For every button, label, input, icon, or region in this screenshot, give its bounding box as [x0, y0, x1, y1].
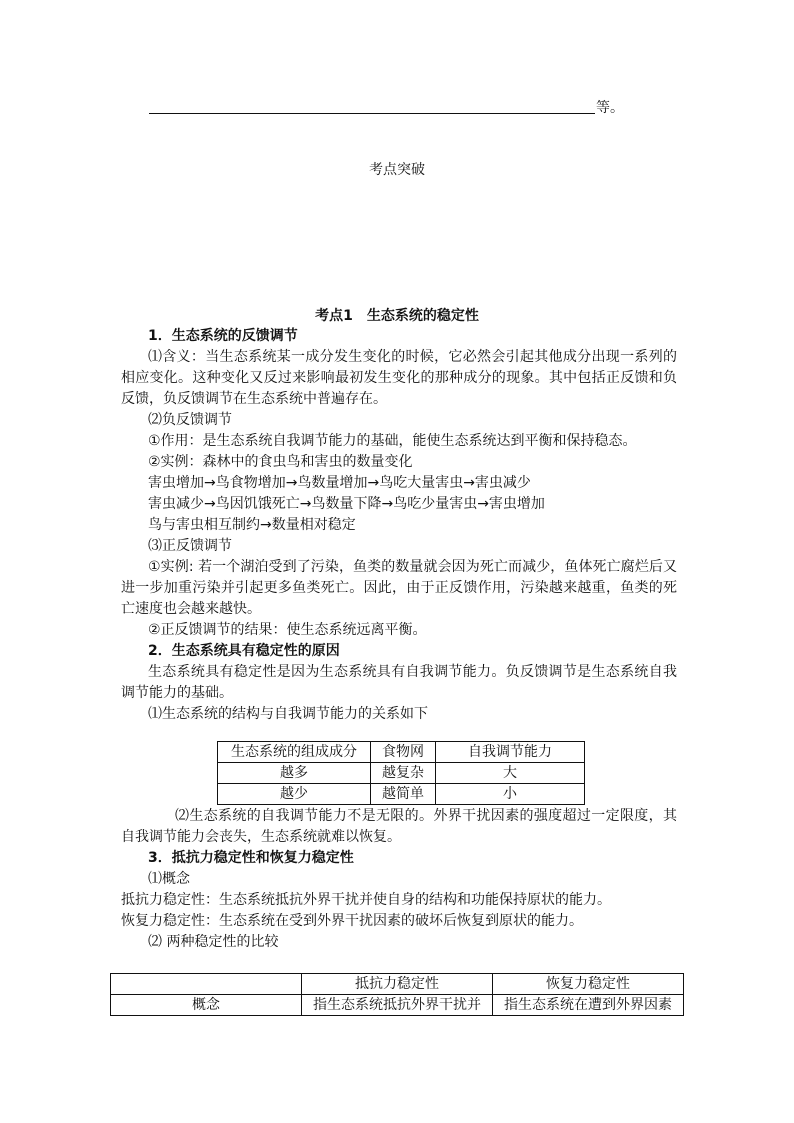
- topic-title: 考点1 生态系统的稳定性: [315, 308, 479, 324]
- table-header-cell: 生态系统的组成成分: [218, 742, 371, 763]
- table-row: [218, 763, 585, 784]
- structure-relation-intro: ⑴生态系统的结构与自我调节能力的关系如下: [148, 706, 428, 722]
- regulation-limit: ⑵生态系统的自我调节能力不是无限的。外界干扰因素的强度超过一定限度，其自我调节能力会丧失，生态系统就难以恢复。: [121, 808, 677, 845]
- table-header-row: [218, 742, 585, 763]
- table-cell: 指生态系统在遭到外界因素: [493, 995, 684, 1016]
- table-cell: 越简单: [371, 784, 436, 805]
- table-header-cell: [111, 974, 302, 995]
- table-header-cell: 自我调节能力: [436, 742, 585, 763]
- concept-title: ⑴概念: [148, 871, 190, 887]
- structure-regulation-table: [217, 741, 585, 805]
- section-2-title: 2．生态系统具有稳定性的原因: [148, 643, 340, 659]
- table-cell: 小: [436, 784, 585, 805]
- fill-in-blank-line: [149, 113, 595, 114]
- table-header-cell: 恢复力稳定性: [493, 974, 684, 995]
- positive-feedback-title: ⑶正反馈调节: [148, 538, 232, 554]
- table-cell: 越复杂: [371, 763, 436, 784]
- negative-feedback-role: ①作用：是生态系统自我调节能力的基础，能使生态系统达到平衡和保持稳态。: [148, 433, 637, 449]
- comparison-title: ⑵ 两种稳定性的比较: [148, 934, 279, 950]
- table-header-cell: 抵抗力稳定性: [302, 974, 493, 995]
- positive-feedback-example: ①实例: 若一个湖泊受到了污染，鱼类的数量就会因为死亡而减少，鱼体死亡腐烂后又进一步加重污染并引起更多鱼类死亡。因此，由于正反馈作用，污染越来越重，鱼类的死亡速度也会越来越快。: [121, 559, 677, 617]
- table-row: [111, 995, 684, 1016]
- blank-suffix: 等。: [596, 100, 624, 116]
- section-1-title: 1．生态系统的反馈调节: [148, 328, 298, 344]
- section-1-definition: ⑴含义：当生态系统某一成分发生变化的时候，它必然会引起其他成分出现一系列的相应变化。这种变化又反过来影响最初发生变化的那种成分的现象。其中包括正反馈和负反馈，负反馈调节在生态系统中普遍存在。: [121, 349, 677, 407]
- resilience-definition: 恢复力稳定性：生态系统在受到外界干扰因素的破坏后恢复到原状的能力。: [121, 913, 583, 929]
- positive-feedback-result: ②正反馈调节的结果：使生态系统远离平衡。: [148, 622, 427, 638]
- table-header-row: [111, 974, 684, 995]
- section-3-title: 3．抵抗力稳定性和恢复力稳定性: [148, 850, 354, 866]
- table-header-cell: 食物网: [371, 742, 436, 763]
- table-cell: 越多: [218, 763, 371, 784]
- feedback-chain-2: 害虫减少→鸟因饥饿死亡→鸟数量下降→鸟吃少量害虫→害虫增加: [148, 496, 545, 512]
- table-cell: 越少: [218, 784, 371, 805]
- stability-comparison-table: [110, 973, 684, 1016]
- table-cell: 大: [436, 763, 585, 784]
- negative-feedback-title: ⑵负反馈调节: [148, 412, 232, 428]
- resistance-definition: 抵抗力稳定性：生态系统抵抗外界干扰并使自身的结构和功能保持原状的能力。: [121, 892, 611, 908]
- negative-feedback-example: ②实例：森林中的食虫鸟和害虫的数量变化: [148, 454, 413, 470]
- table-cell: 概念: [111, 995, 302, 1016]
- table-row: [218, 784, 585, 805]
- table-cell: 指生态系统抵抗外界干扰并: [302, 995, 493, 1016]
- feedback-chain-3: 鸟与害虫相互制约→数量相对稳定: [148, 517, 356, 533]
- feedback-chain-1: 害虫增加→鸟食物增加→鸟数量增加→鸟吃大量害虫→害虫减少: [148, 475, 531, 491]
- section-2-reason: 生态系统具有稳定性是因为生态系统具有自我调节能力。负反馈调节是生态系统自我调节能力的基础。: [121, 664, 677, 701]
- page-heading: 考点突破: [369, 162, 425, 178]
